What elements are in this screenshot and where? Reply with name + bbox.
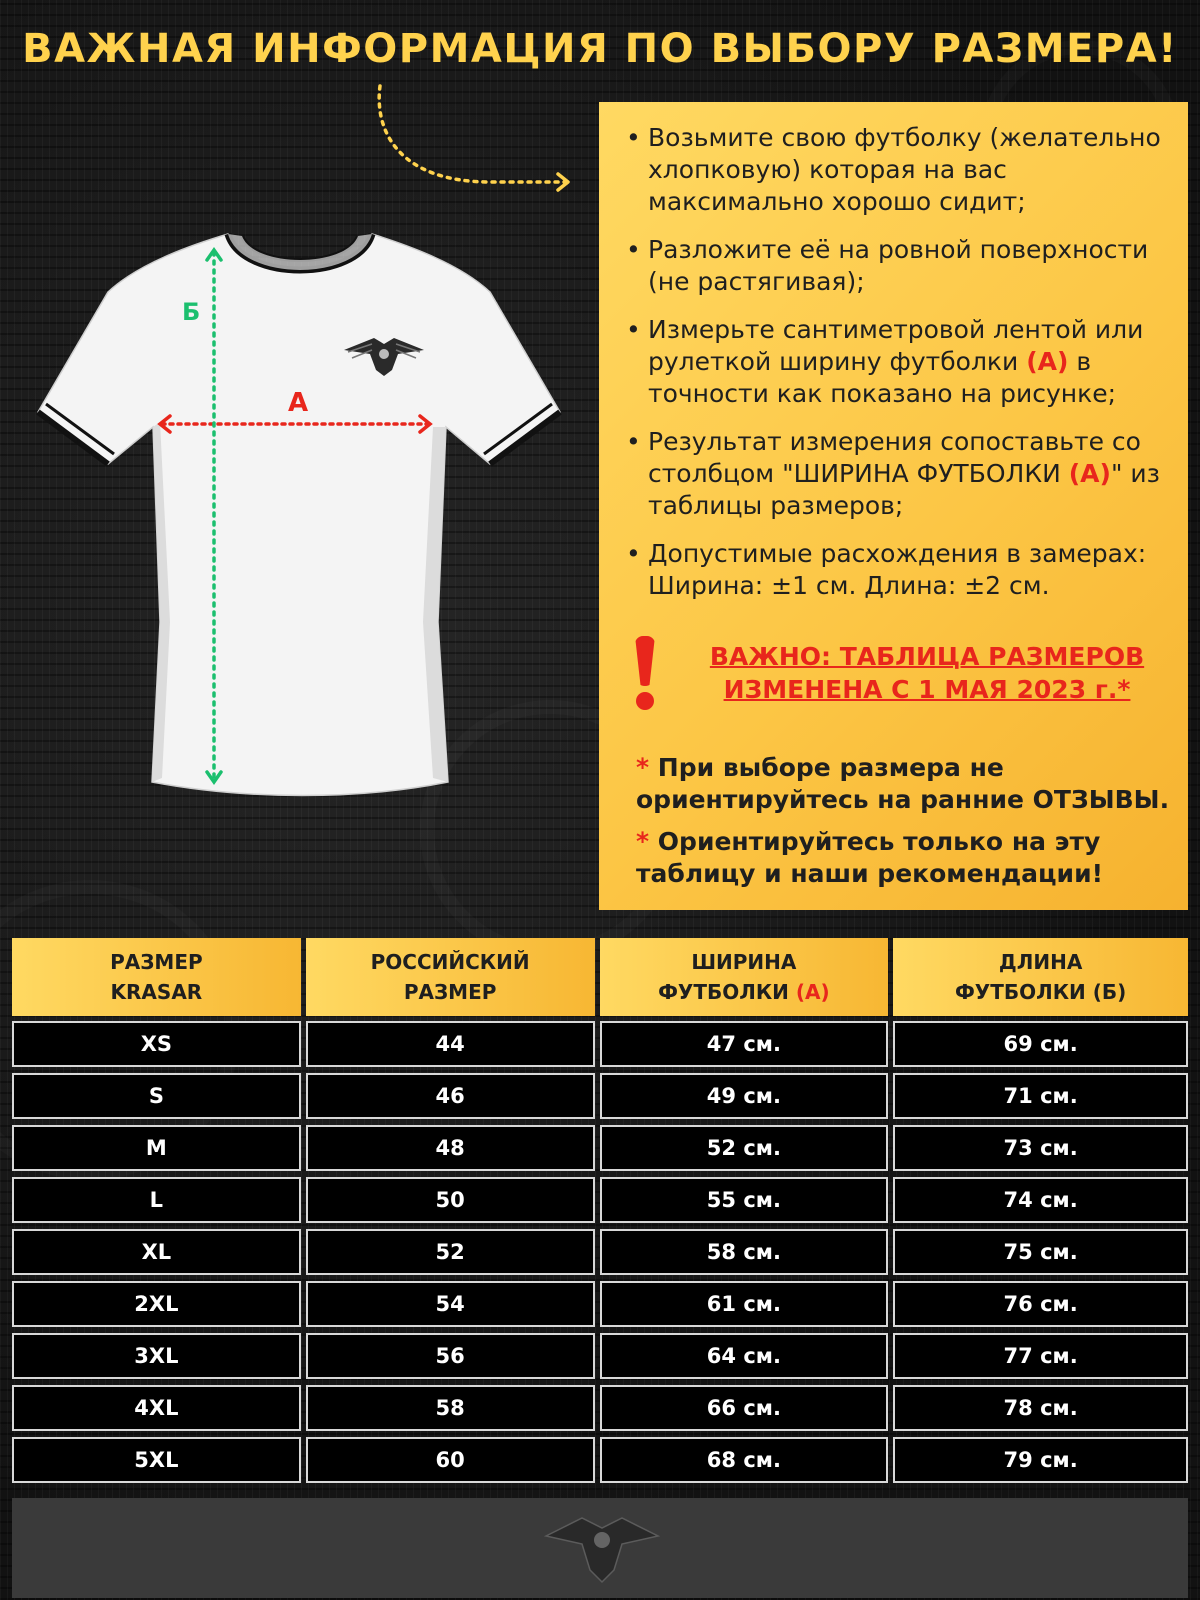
width-label-a: А (288, 388, 309, 418)
table-cell: S (12, 1073, 301, 1119)
footer-bar (12, 1498, 1188, 1598)
instructions-list (626, 122, 1176, 618)
table-row (12, 1229, 1188, 1275)
table-header-cell: РАЗМЕР KRASAR (12, 938, 301, 1016)
notes (636, 752, 1176, 900)
table-cell: 46 (306, 1073, 595, 1119)
eagle-logo-icon (542, 1506, 662, 1590)
note-reviews: * При выборе размера не ориентируйтесь на ранние ОТЗЫВЫ. (636, 753, 1170, 814)
table-row (12, 1437, 1188, 1483)
table-cell: 69 см. (893, 1021, 1188, 1067)
table-row (12, 1125, 1188, 1171)
table-header-row (12, 938, 1188, 1016)
instruction-item: • Результат измерения сопоставьте со столбцом "ШИРИНА ФУТБОЛКИ (А)" из таблицы размеров; (626, 427, 1160, 520)
table-cell: 75 см. (893, 1229, 1188, 1275)
table-cell: 54 (306, 1281, 595, 1327)
table-cell: 52 (306, 1229, 595, 1275)
table-cell: 44 (306, 1021, 595, 1067)
table-cell: 78 см. (893, 1385, 1188, 1431)
instruction-item: • Допустимые расхождения в замерах: Ширина: ±1 см. Длина: ±2 см. (626, 539, 1147, 600)
table-cell: 47 см. (600, 1021, 889, 1067)
table-cell: 71 см. (893, 1073, 1188, 1119)
table-cell: 58 (306, 1385, 595, 1431)
table-cell: L (12, 1177, 301, 1223)
table-header-cell: РОССИЙСКИЙ РАЗМЕР (306, 938, 595, 1016)
table-cell: 79 см. (893, 1437, 1188, 1483)
table-cell: 61 см. (600, 1281, 889, 1327)
size-table (12, 938, 1188, 1483)
table-body (12, 1021, 1188, 1483)
table-cell: 50 (306, 1177, 595, 1223)
important-notice-text: ВАЖНО: ТАБЛИЦА РАЗМЕРОВ ИЗМЕНЕНА С 1 МАЯ 2023 г.* (709, 642, 1145, 704)
bullet-icon: • (626, 427, 641, 456)
table-cell: 48 (306, 1125, 595, 1171)
table-cell: 60 (306, 1437, 595, 1483)
instructions-panel (599, 102, 1188, 910)
table-cell: 66 см. (600, 1385, 889, 1431)
table-cell: 76 см. (893, 1281, 1188, 1327)
table-cell: 4XL (12, 1385, 301, 1431)
bullet-icon: • (626, 123, 641, 152)
instruction-item: • Разложите её на ровной поверхности (не растягивая); (626, 235, 1149, 296)
table-cell: 73 см. (893, 1125, 1188, 1171)
table-cell: 3XL (12, 1333, 301, 1379)
exclamation-icon (625, 634, 665, 714)
bullet-icon: • (626, 235, 641, 264)
table-cell: XL (12, 1229, 301, 1275)
table-cell: 2XL (12, 1281, 301, 1327)
table-row (12, 1073, 1188, 1119)
table-row (12, 1021, 1188, 1067)
table-row (12, 1281, 1188, 1327)
table-cell: 77 см. (893, 1333, 1188, 1379)
table-cell: 74 см. (893, 1177, 1188, 1223)
table-cell: 64 см. (600, 1333, 889, 1379)
table-header-cell: ДЛИНА ФУТБОЛКИ (Б) (893, 938, 1188, 1016)
table-cell: 56 (306, 1333, 595, 1379)
table-cell: 49 см. (600, 1073, 889, 1119)
table-cell: 5XL (12, 1437, 301, 1483)
instruction-item: • Возьмите свою футболку (желательно хлопковую) которая на вас максимально хорошо сидит; (626, 123, 1161, 216)
bullet-icon: • (626, 539, 641, 568)
table-cell: M (12, 1125, 301, 1171)
important-notice (625, 634, 1185, 724)
table-cell: 55 см. (600, 1177, 889, 1223)
tshirt-illustration (28, 222, 573, 807)
table-cell: 52 см. (600, 1125, 889, 1171)
table-row (12, 1385, 1188, 1431)
dotted-arrow-icon (370, 82, 590, 192)
instruction-item: • Измерьте сантиметровой лентой или рулеткой ширину футболки (А) в точности как показано на рисунке; (626, 315, 1144, 408)
table-header-cell: ШИРИНА ФУТБОЛКИ (А) (600, 938, 889, 1016)
table-cell: XS (12, 1021, 301, 1067)
note-table: * Ориентируйтесь только на эту таблицу и наши рекомендации! (636, 827, 1103, 888)
table-cell: 68 см. (600, 1437, 889, 1483)
table-row (12, 1333, 1188, 1379)
page-title: ВАЖНАЯ ИНФОРМАЦИЯ ПО ВЫБОРУ РАЗМЕРА! (22, 26, 1178, 72)
table-row (12, 1177, 1188, 1223)
bullet-icon: • (626, 315, 641, 344)
length-label-b: Б (182, 298, 201, 326)
table-cell: 58 см. (600, 1229, 889, 1275)
